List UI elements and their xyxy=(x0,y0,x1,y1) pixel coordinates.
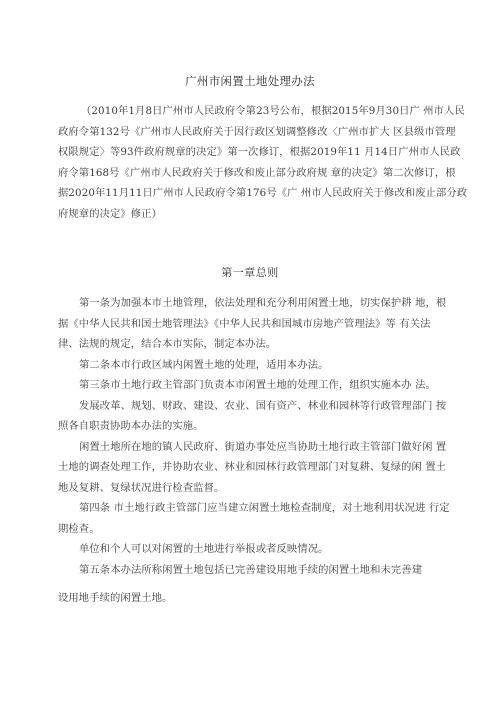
paragraph-article-5 xyxy=(58,560,444,581)
chapter-heading: 第一章总则 xyxy=(221,266,279,279)
paragraph-line: 第二条本市行政区域内闲置土地的处理，适用本办法。 xyxy=(79,358,329,371)
revision-note xyxy=(58,101,468,224)
paragraph-line: 第三条市土地行政主管部门负责本市闲置土地的处理工作，组织实施本办 法。 xyxy=(79,379,436,391)
paragraph-line: 发展改革、规划、财政、建设、农业、国有资产、林业和园林等行政管理部门 按 xyxy=(79,399,447,412)
paragraph-article-3-2 xyxy=(58,396,447,437)
paragraph-article-3-3 xyxy=(58,437,447,499)
note-line: 政府令第132号《广州市人民政府关于因行政区划调整修改〈广州市扩大 区县级市管理 xyxy=(58,125,456,138)
paragraph-line: 闲置土地所在地的镇人民政府、街道办事处应当协助土地行政主管部门做好闲 置 xyxy=(79,440,447,453)
paragraph-line: 第四条 市土地行政主管部门应当建立闲置土地检查制度，对土地利用状况进 行定 xyxy=(79,502,450,514)
note-line: （2010年1月8日广州市人民政府令第23号公布，根据2015年9月30日广 州市人民 xyxy=(81,105,465,117)
paragraph-line: 照各自职责协助本办法的实施。 xyxy=(58,420,204,432)
note-line: 府规章的决定》修正） xyxy=(58,207,162,220)
paragraph-article-4 xyxy=(58,498,450,539)
paragraph-article-1 xyxy=(58,293,447,355)
paragraph-line: 土地的调查处理工作，并协助农业、林业和园林行政管理部门对复耕、复绿的闲 置土 xyxy=(58,461,447,473)
paragraph-line: 期检查。 xyxy=(58,522,100,535)
paragraph-article-5-cont xyxy=(58,588,444,609)
paragraph-line: 地及复耕、复绿状况进行检查监督。 xyxy=(58,481,225,494)
paragraph-line: 单位和个人可以对闲置的土地进行举报或者反映情况。 xyxy=(79,543,329,555)
note-line: 权限规定〉等93件政府规章的决定》第一次修订，根据2019年11 月14日广州市人民政 xyxy=(58,146,461,158)
paragraph-line: 设用地手续的闲置土地。 xyxy=(58,592,173,604)
document-title: 广州市闲置土地处理办法 xyxy=(185,74,315,88)
paragraph-article-3 xyxy=(58,375,444,396)
paragraph-article-4-2 xyxy=(58,539,444,560)
paragraph-line: 第五条本办法所称闲置土地包括已完善建设用地手续的闲置土地和未完善建 xyxy=(79,563,423,576)
paragraph-article-2 xyxy=(58,355,444,376)
note-line: 据2020年11月11日广州市人民政府令第176号《广 州市人民政府关于修改和废止部分政 xyxy=(58,187,468,199)
document-body xyxy=(58,293,450,609)
paragraph-line: 据《中华人民共和国土地管理法》《中华人民共和国城市房地产管理法》等 有关法 xyxy=(58,317,431,330)
note-line: 府令第168号《广州市人民政府关于修改和废止部分政府规 章的决定》第二次修订，根 xyxy=(58,166,456,179)
paragraph-line: 律、法规的规定，结合本市实际，制定本办法。 xyxy=(58,338,277,350)
paragraph-line: 第一条为加强本市土地管理，依法处理和充分利用闲置土地，切实保护耕 地，根 xyxy=(79,297,447,309)
